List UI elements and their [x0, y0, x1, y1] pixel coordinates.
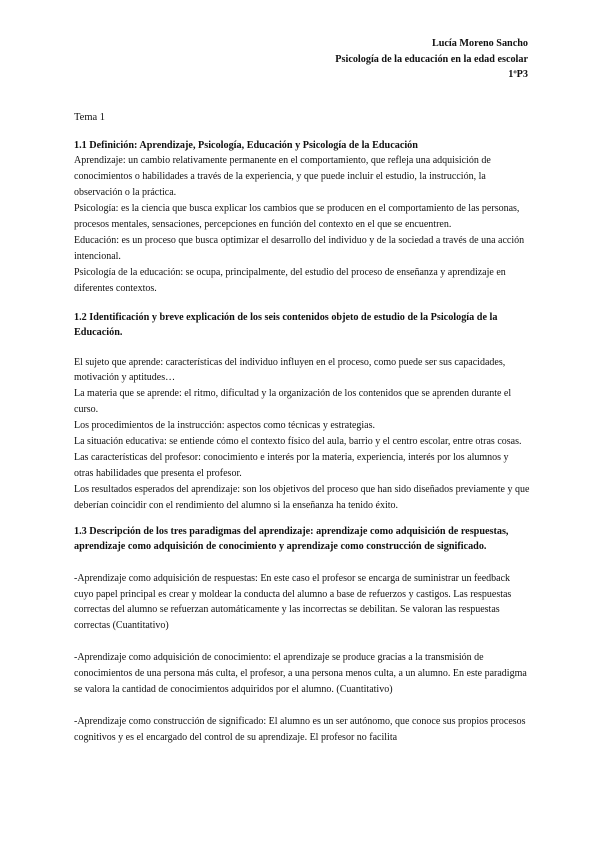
group-code: 1ºP3 — [508, 69, 528, 80]
section-2-paragraph: Las características del profesor: conocimiento e interés por la materia, experiencia, interés por los alumnos y otras habilidades que presenta el profesor. — [74, 452, 509, 479]
document-body — [74, 110, 530, 746]
tema-title: Tema 1 — [74, 112, 106, 123]
section-1-paragraph: Psicología: es la ciencia que busca explicar los cambios que se producen en el comportamiento de las personas, procesos mentales, sensaciones, percepciones en función del contexto en el que se encuentren. — [74, 203, 520, 231]
author-name: Lucía Moreno Sancho — [431, 38, 528, 49]
section-2 — [74, 310, 530, 514]
section-2-title: 1.2 Identificación y breve explicación de los seis contenidos objeto de estudio de la Psicología de la Educación. — [74, 311, 498, 339]
section-2-paragraph: Los resultados esperados del aprendizaje: son los objetivos del proceso que han sido diseñados previamente y que deberían coincidir con el rendimiento del alumno si la enseñanza ha tenido éxito. — [74, 483, 530, 511]
section-3-title: 1.3 Descripción de los tres paradigmas del aprendizaje: aprendizaje como adquisición de respuestas, aprendizaje como adquisición de conocimiento y aprendizaje como construcción de significado. — [74, 525, 509, 553]
section-3 — [74, 524, 530, 746]
section-2-paragraph: Los procedimientos de la instrucción: aspectos como técnicas y estrategias. — [74, 420, 376, 432]
section-2-paragraph: La materia que se aprende: el ritmo, dificultad y la organización de los contenidos que se aprenden durante el curso. — [74, 388, 512, 416]
section-3-paragraph: -Aprendizaje como adquisición de respuestas: En este caso el profesor se encarga de suministrar un feedback cuyo papel principal es crear y moldear la conducta del alumno a base de refuerzos y castigos. Las respuestas correctas del alumno se refuerzan automáticamente y las incorrectas se debilitan. Se valoran las respuestas correctas (Cuantitativo) — [74, 572, 512, 632]
section-3-paragraph: -Aprendizaje como adquisición de conocimiento: el aprendizaje se produce gracias a la transmisión de conocimientos de una persona más culta, el profesor, a una persona menos culta, a un alumno. En este paradigma se valora la cantidad de conocimientos adquiridos por el alumno. (Cuantitativo) — [74, 652, 527, 696]
section-1-title: 1.1 Definición: Aprendizaje, Psicología, Educación y Psicología de la Educación — [74, 139, 418, 151]
section-1-paragraph: Educación: es un proceso que busca optimizar el desarrollo del individuo y de la sociedad a través de una acción intencional. — [74, 234, 525, 262]
section-2-paragraph: El sujeto que aprende: características del individuo influyen en el proceso, como puede ser sus capacidades, motivación y aptitudes… — [74, 356, 506, 384]
section-1-paragraph: Aprendizaje: un cambio relativamente permanente en el comportamiento, que refleja una adquisición de conocimientos o habilidades a través de la experiencia, y que puede incluir el estudio, la instrucción, la observación o la práctica. — [74, 155, 491, 199]
course-name: Psicología de la educación en la edad escolar — [335, 53, 528, 65]
section-1-paragraph: Psicología de la educación: se ocupa, principalmente, del estudio del proceso de enseñanza y aprendizaje en diferentes contextos. — [74, 266, 506, 294]
section-3-paragraph: -Aprendizaje como construcción de significado: El alumno es un ser autónomo, que conoce sus propios procesos cognitivos y es el encargado del control de su aprendizaje. El profesor no facilita — [74, 715, 526, 743]
section-2-paragraph: La situación educativa: se entiende cómo el contexto físico del aula, barrio y el centro escolar, entre otras cosas. — [74, 436, 522, 448]
section-1 — [74, 138, 530, 297]
document-header — [335, 36, 528, 83]
